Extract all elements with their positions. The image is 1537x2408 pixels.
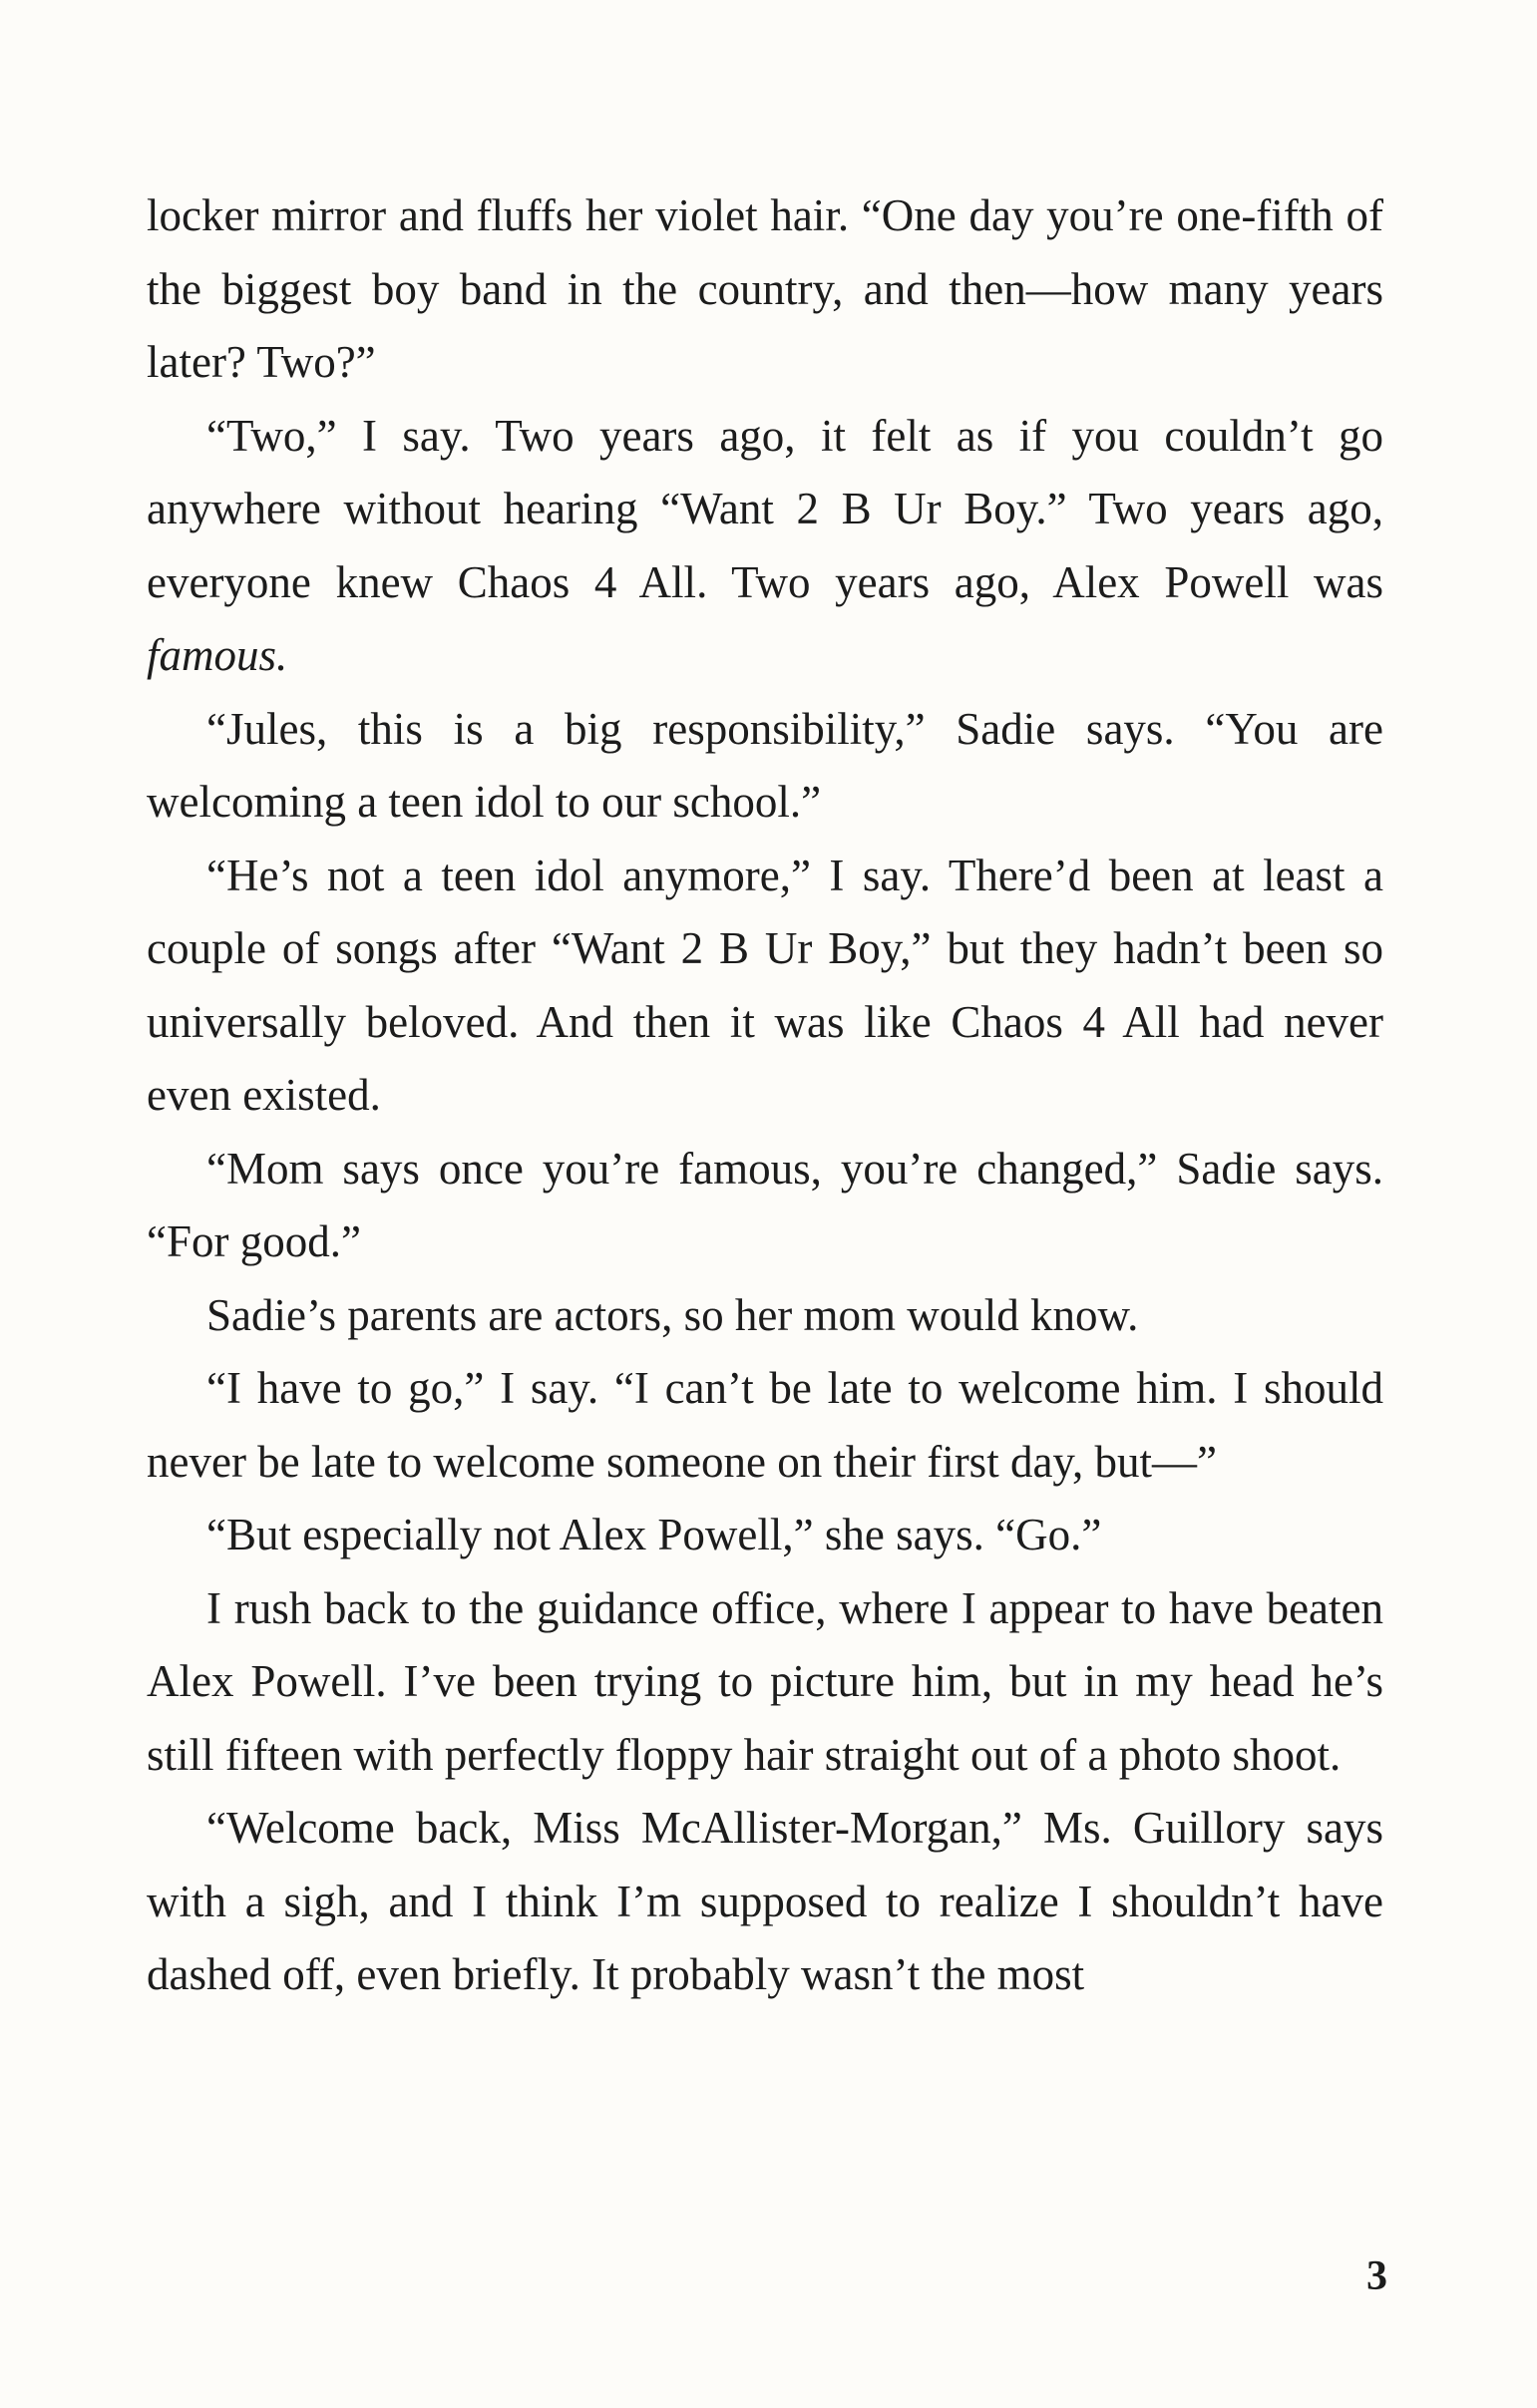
- paragraph: Sadie’s parents are actors, so her mom would know.: [206, 1289, 1139, 1340]
- emphasized-word: famous.: [147, 630, 288, 680]
- page-number: 3: [1366, 2253, 1387, 2299]
- paragraph: “Jules, this is a big responsibility,” Sadie says. “You are welcoming a teen idol to our school.”: [147, 703, 1383, 827]
- paragraph: “He’s not a teen idol anymore,” I say. There’d been at least a couple of songs after “Want 2 B Ur Boy,” but they hadn’t been so universally beloved. And then it was like Chaos 4 All had never even existed.: [147, 850, 1383, 1120]
- body-text: [147, 179, 1383, 2012]
- paragraph: [147, 400, 1383, 693]
- paragraph: I rush back to the guidance office, where I appear to have beaten Alex Powell. I’ve been trying to picture him, but in my head he’s still fifteen with perfectly floppy hair straight out of a photo shoot.: [147, 1582, 1383, 1780]
- paragraph: “I have to go,” I say. “I can’t be late to welcome him. I should never be late to welcome someone on their first day, but—”: [147, 1363, 1383, 1487]
- paragraph-text: “Two,” I say. Two years ago, it felt as if you couldn’t go anywhere without hearing “Want 2 B Ur Boy.” Two years ago, everyone knew Chaos 4 All. Two years ago, Alex Powell was: [147, 410, 1383, 607]
- paragraph: “Mom says once you’re famous, you’re changed,” Sadie says. “For good.”: [147, 1143, 1383, 1266]
- paragraph: “Welcome back, Miss McAllister-Morgan,” Ms. Guillory says with a sigh, and I think I’m supposed to realize I shouldn’t have dashed off, even briefly. It probably wasn’t the most: [147, 1803, 1383, 1999]
- paragraph: locker mirror and fluffs her violet hair. “One day you’re one-fifth of the biggest boy band in the country, and then—how many years later? Two?”: [147, 190, 1383, 387]
- paragraph: “But especially not Alex Powell,” she says. “Go.”: [206, 1510, 1102, 1559]
